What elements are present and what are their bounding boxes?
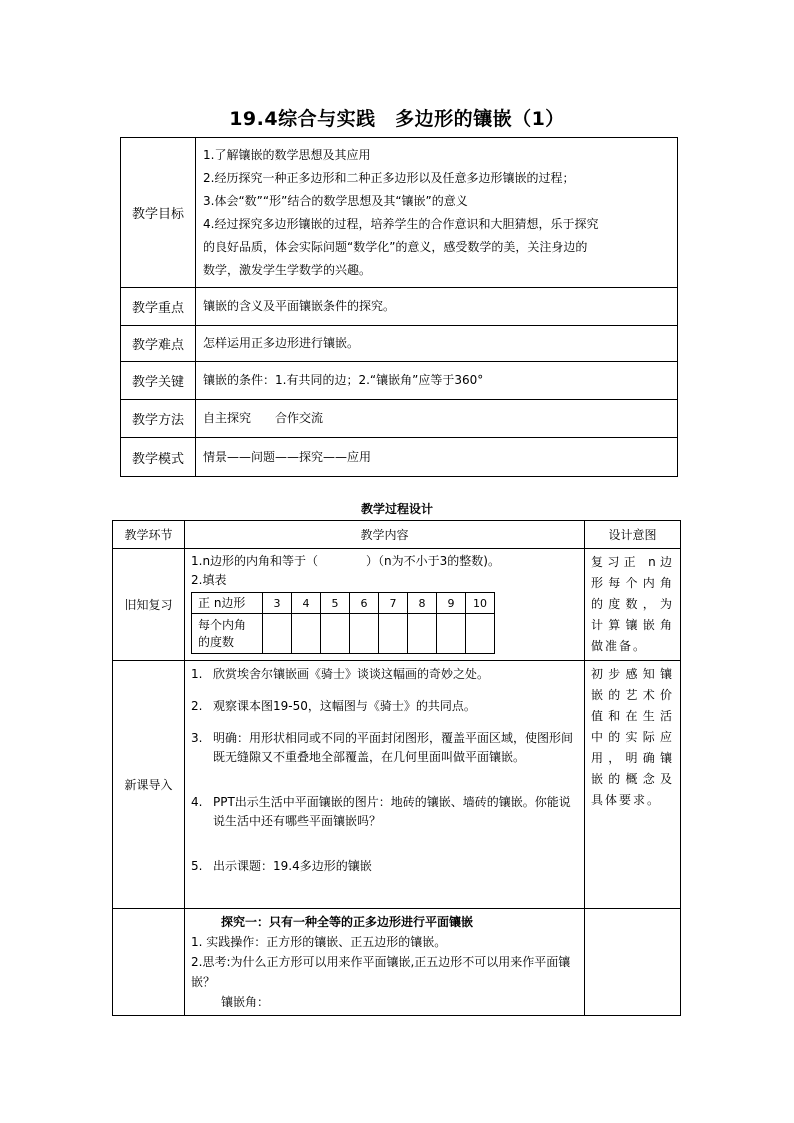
item-number: 4. <box>191 795 203 809</box>
objective-line: 4.经过探究多边形镶嵌的过程，培养学生的合作意识和大胆猜想，乐于探究 <box>203 216 599 231</box>
fill-in-table <box>191 592 495 654</box>
n-value: 8 <box>408 593 437 614</box>
fill-label-line: 的度数 <box>198 634 235 649</box>
header-cell: 教学内容 <box>185 521 585 549</box>
item-text: 出示课题：19.4多边形的镶嵌 <box>213 859 372 873</box>
intro-item <box>191 665 578 684</box>
objective-line: 的良好品质，体会实际问题“数学化”的意义，感受数学的美，关注身边的 <box>203 239 588 254</box>
blank-cell <box>437 614 466 654</box>
blank-cell <box>350 614 379 654</box>
row-label: 教学重点 <box>121 288 196 326</box>
n-value: 9 <box>437 593 466 614</box>
objective-line: 1.了解镶嵌的数学思想及其应用 <box>203 147 371 162</box>
fill-label <box>192 614 263 654</box>
row-key <box>121 362 678 400</box>
design-intent: 复习正 n边形每个内角的度数，为计算镶嵌角做准备。 <box>585 549 681 661</box>
phase-label-empty <box>113 909 185 1016</box>
blank-cell <box>379 614 408 654</box>
row-label: 教学目标 <box>121 138 196 288</box>
blank-cell <box>466 614 495 654</box>
process-table <box>112 520 681 1016</box>
review-question-1: 1.n边形的内角和等于（ ）（n为不小于3的整数)。 <box>191 554 500 568</box>
inlay-angle-label: 镶嵌角： <box>221 995 270 1009</box>
item-number: 1. <box>191 667 203 681</box>
explore-item-1: 1. 实践操作：正方形的镶嵌、正五边形的镶嵌。 <box>191 935 447 949</box>
intro-item <box>191 857 578 876</box>
n-value: 4 <box>292 593 321 614</box>
objective-line: 数学，激发学生学数学的兴趣。 <box>203 262 372 277</box>
review-question-2: 2.填表 <box>191 573 227 587</box>
review-content <box>185 549 585 661</box>
intro-row <box>113 661 681 909</box>
blank-cell <box>292 614 321 654</box>
n-value: 6 <box>350 593 379 614</box>
explore-content <box>185 909 585 1016</box>
item-text: 明确：用形状相同或不同的平面封闭图形，覆盖平面区域，使图形间既无缝隙又不重叠地全部覆盖，在几何里面叫做平面镶嵌。 <box>213 731 574 764</box>
blank-cell <box>263 614 292 654</box>
process-header-row <box>113 521 681 549</box>
row-label: 教学难点 <box>121 326 196 362</box>
section-heading: 教学过程设计 <box>360 502 433 516</box>
intro-item <box>191 697 578 716</box>
n-value: 7 <box>379 593 408 614</box>
row-content: 镶嵌的条件：1.有共同的边；2.“镶嵌角”应等于360° <box>196 362 678 400</box>
item-number: 5. <box>191 859 203 873</box>
page-title: 19.4综合与实践 多边形的镶嵌（1） <box>229 108 565 130</box>
item-text: 欣赏埃舍尔镶嵌画《骑士》谈谈这幅画的奇妙之处。 <box>213 667 490 681</box>
phase-label: 新课导入 <box>113 661 185 909</box>
blank-cell <box>321 614 350 654</box>
row-content: 怎样运用正多边形进行镶嵌。 <box>196 326 678 362</box>
row-key-point <box>121 288 678 326</box>
n-value: 3 <box>263 593 292 614</box>
intro-item <box>191 793 578 831</box>
row-content: 自主探究 合作交流 <box>196 400 678 438</box>
fill-row-n <box>192 593 495 614</box>
item-text: 观察课本图19-50，这幅图与《骑士》的共同点。 <box>213 699 476 713</box>
header-cell: 教学环节 <box>113 521 185 549</box>
blank-cell <box>408 614 437 654</box>
intro-item <box>191 729 578 767</box>
item-number: 3. <box>191 731 203 745</box>
fill-label: 正 n边形 <box>192 593 263 614</box>
row-objectives <box>121 138 678 288</box>
row-content: 情景——问题——探究——应用 <box>196 438 678 477</box>
review-row <box>113 549 681 661</box>
item-text: PPT出示生活中平面镶嵌的图片：地砖的镶嵌、墙砖的镶嵌。你能说说生活中还有哪些平面镶嵌吗？ <box>213 795 571 828</box>
row-method <box>121 400 678 438</box>
row-mode <box>121 438 678 477</box>
row-label: 教学方法 <box>121 400 196 438</box>
objectives-content <box>196 138 678 288</box>
item-number: 2. <box>191 699 203 713</box>
fill-label-line: 每个内角 <box>198 617 247 632</box>
phase-label: 旧知复习 <box>113 549 185 661</box>
n-value: 5 <box>321 593 350 614</box>
row-difficulty <box>121 326 678 362</box>
explore-heading: 探究一：只有一种全等的正多边形进行平面镶嵌 <box>221 915 474 929</box>
row-label: 教学模式 <box>121 438 196 477</box>
objective-line: 3.体会“数”“形”结合的数学思想及其“镶嵌”的意义 <box>203 193 468 208</box>
lesson-info-table <box>120 137 678 477</box>
n-value: 10 <box>466 593 495 614</box>
fill-row-angle <box>192 614 495 654</box>
explore-item-2: 2.思考:为什么正方形可以用来作平面镶嵌,正五边形不可以用来作平面镶嵌？ <box>191 955 571 989</box>
intro-content <box>185 661 585 909</box>
header-cell: 设计意图 <box>585 521 681 549</box>
row-content: 镶嵌的含义及平面镶嵌条件的探究。 <box>196 288 678 326</box>
design-intent-empty <box>585 909 681 1016</box>
explore-row <box>113 909 681 1016</box>
design-intent: 初步感知镶嵌的艺术价值和在生活中的实际应用，明确镶嵌的概念及具体要求。 <box>585 661 681 909</box>
objective-line: 2.经历探究一种正多边形和二种正多边形以及任意多边形镶嵌的过程； <box>203 170 575 185</box>
row-label: 教学关键 <box>121 362 196 400</box>
